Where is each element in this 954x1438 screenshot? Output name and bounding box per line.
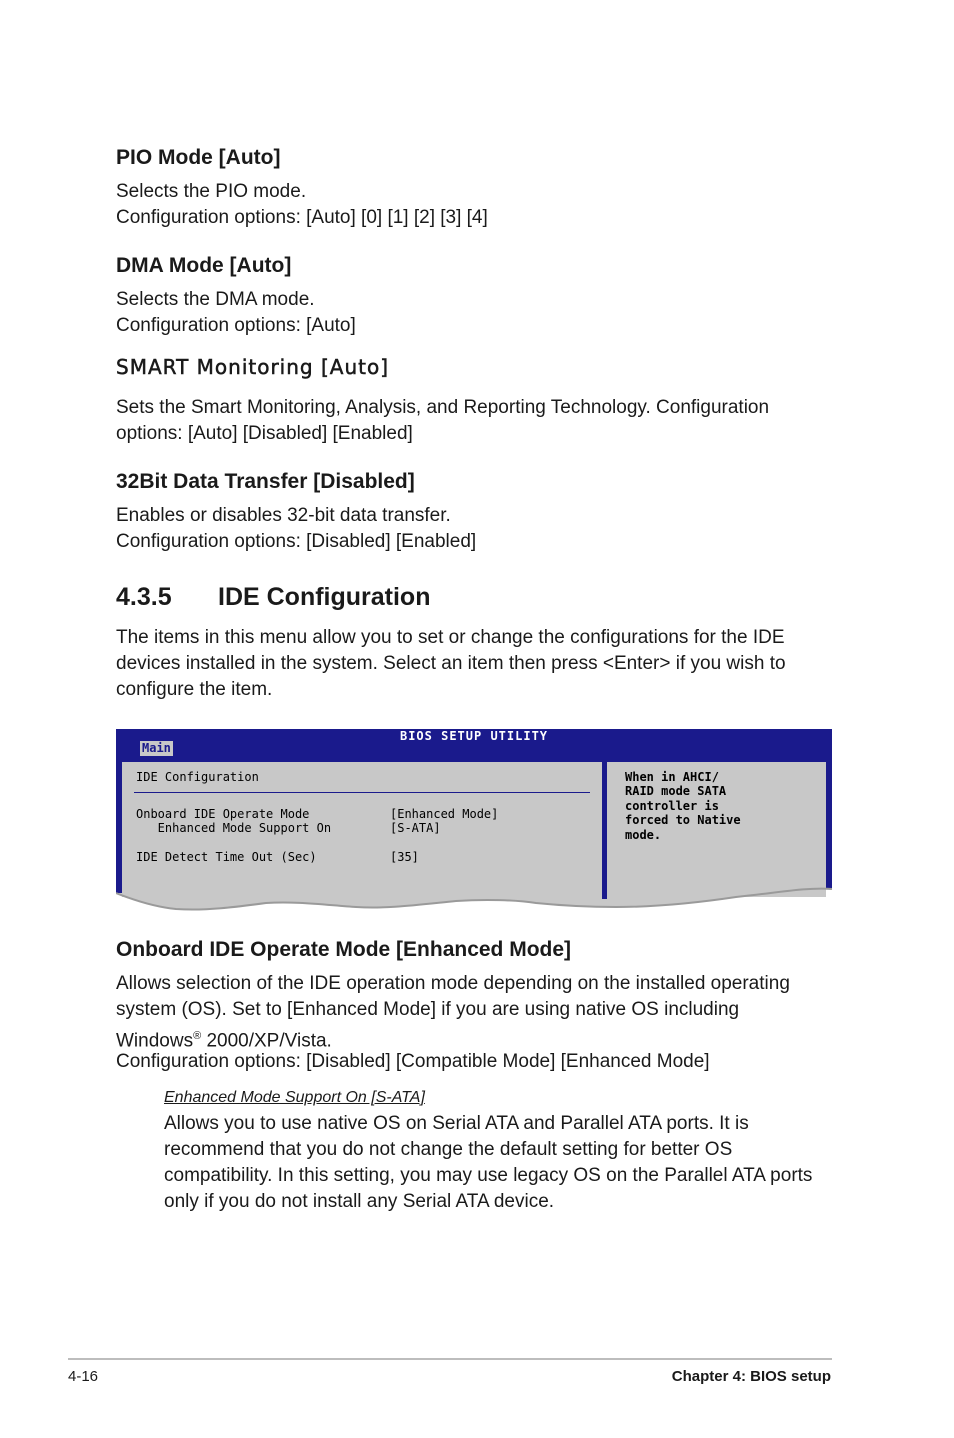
bios-panel-rule xyxy=(134,792,590,793)
windows-text: Windows xyxy=(116,1030,194,1052)
windows-versions: 2000/XP/Vista. xyxy=(201,1030,332,1052)
bios-panel-title: IDE Configuration xyxy=(136,770,259,784)
onboard-ide-line-2: system (OS). Set to [Enhanced Mode] if you are using native OS including xyxy=(116,999,740,1020)
smart-monitoring-options: options: [Auto] [Disabled] [Enabled] xyxy=(116,423,413,444)
smart-monitoring-description: Sets the Smart Monitoring, Analysis, and Reporting Technology. Configuration xyxy=(116,397,770,418)
section-title: IDE Configuration xyxy=(218,583,431,611)
bios-help-line: mode. xyxy=(625,828,662,842)
bios-help-line: forced to Native xyxy=(625,813,741,827)
dma-mode-description: Selects the DMA mode. xyxy=(116,289,315,310)
32bit-transfer-heading: 32Bit Data Transfer [Disabled] xyxy=(116,470,415,493)
bios-row-label[interactable]: Enhanced Mode Support On xyxy=(136,821,332,835)
torn-edge xyxy=(116,879,832,919)
bios-tab-main[interactable]: Main xyxy=(142,741,171,755)
page-number: 4-16 xyxy=(68,1368,99,1385)
pio-mode-options: Configuration options: [Auto] [0] [1] [2] [3] [4] xyxy=(116,207,488,228)
bios-title-bar xyxy=(116,729,832,756)
enhanced-mode-line-2: recommend that you do not change the default setting for better OS xyxy=(164,1139,733,1160)
32bit-transfer-options: Configuration options: [Disabled] [Enabled] xyxy=(116,531,477,552)
bios-title: BIOS SETUP UTILITY xyxy=(399,729,549,743)
pio-mode-heading: PIO Mode [Auto] xyxy=(116,146,281,169)
enhanced-mode-line-4: only if you do not install any Serial ATA device. xyxy=(164,1191,555,1212)
chapter-label: Chapter 4: BIOS setup xyxy=(671,1368,831,1385)
bios-help-line: When in AHCI/ xyxy=(625,770,719,784)
section-number: 4.3.5 xyxy=(116,583,172,611)
ide-intro-line-2: devices installed in the system. Select an item then press <Enter> if you wish to xyxy=(116,653,786,674)
enhanced-mode-heading: Enhanced Mode Support On [S-ATA] xyxy=(164,1089,425,1106)
ide-configuration-heading xyxy=(116,583,430,612)
onboard-ide-heading: Onboard IDE Operate Mode [Enhanced Mode] xyxy=(116,938,572,961)
ide-intro-line-3: configure the item. xyxy=(116,679,273,700)
smart-monitoring-heading: SMART Monitoring [Auto] xyxy=(116,355,389,379)
bios-row-value[interactable]: [Enhanced Mode] xyxy=(390,807,499,821)
bios-row-label[interactable]: Onboard IDE Operate Mode xyxy=(136,807,310,821)
bios-row-value[interactable]: [35] xyxy=(390,850,419,864)
bios-body xyxy=(116,756,832,886)
dma-mode-heading: DMA Mode [Auto] xyxy=(116,254,292,277)
dma-mode-options: Configuration options: [Auto] xyxy=(116,315,356,336)
footer-divider xyxy=(68,1358,832,1360)
bios-screenshot xyxy=(116,729,832,919)
ide-intro-line-1: The items in this menu allow you to set or change the configurations for the IDE xyxy=(116,627,785,648)
bios-help-pane xyxy=(607,762,826,897)
bios-help-line: controller is xyxy=(625,799,719,813)
onboard-ide-line-1: Allows selection of the IDE operation mode depending on the installed operating xyxy=(116,973,790,994)
bios-row-value[interactable]: [S-ATA] xyxy=(390,821,441,835)
registered-mark: ® xyxy=(193,1030,202,1042)
bios-help-line: RAID mode SATA xyxy=(625,784,727,798)
onboard-ide-options: Configuration options: [Disabled] [Compatible Mode] [Enhanced Mode] xyxy=(116,1051,710,1072)
enhanced-mode-line-1: Allows you to use native OS on Serial ATA and Parallel ATA ports. It is xyxy=(164,1113,749,1134)
bios-settings-pane xyxy=(122,762,602,897)
pio-mode-description: Selects the PIO mode. xyxy=(116,181,307,202)
bios-row-label[interactable]: IDE Detect Time Out (Sec) xyxy=(136,850,317,864)
32bit-transfer-description: Enables or disables 32-bit data transfer. xyxy=(116,505,451,526)
enhanced-mode-line-3: compatibility. In this setting, you may use legacy OS on the Parallel ATA ports xyxy=(164,1165,813,1186)
